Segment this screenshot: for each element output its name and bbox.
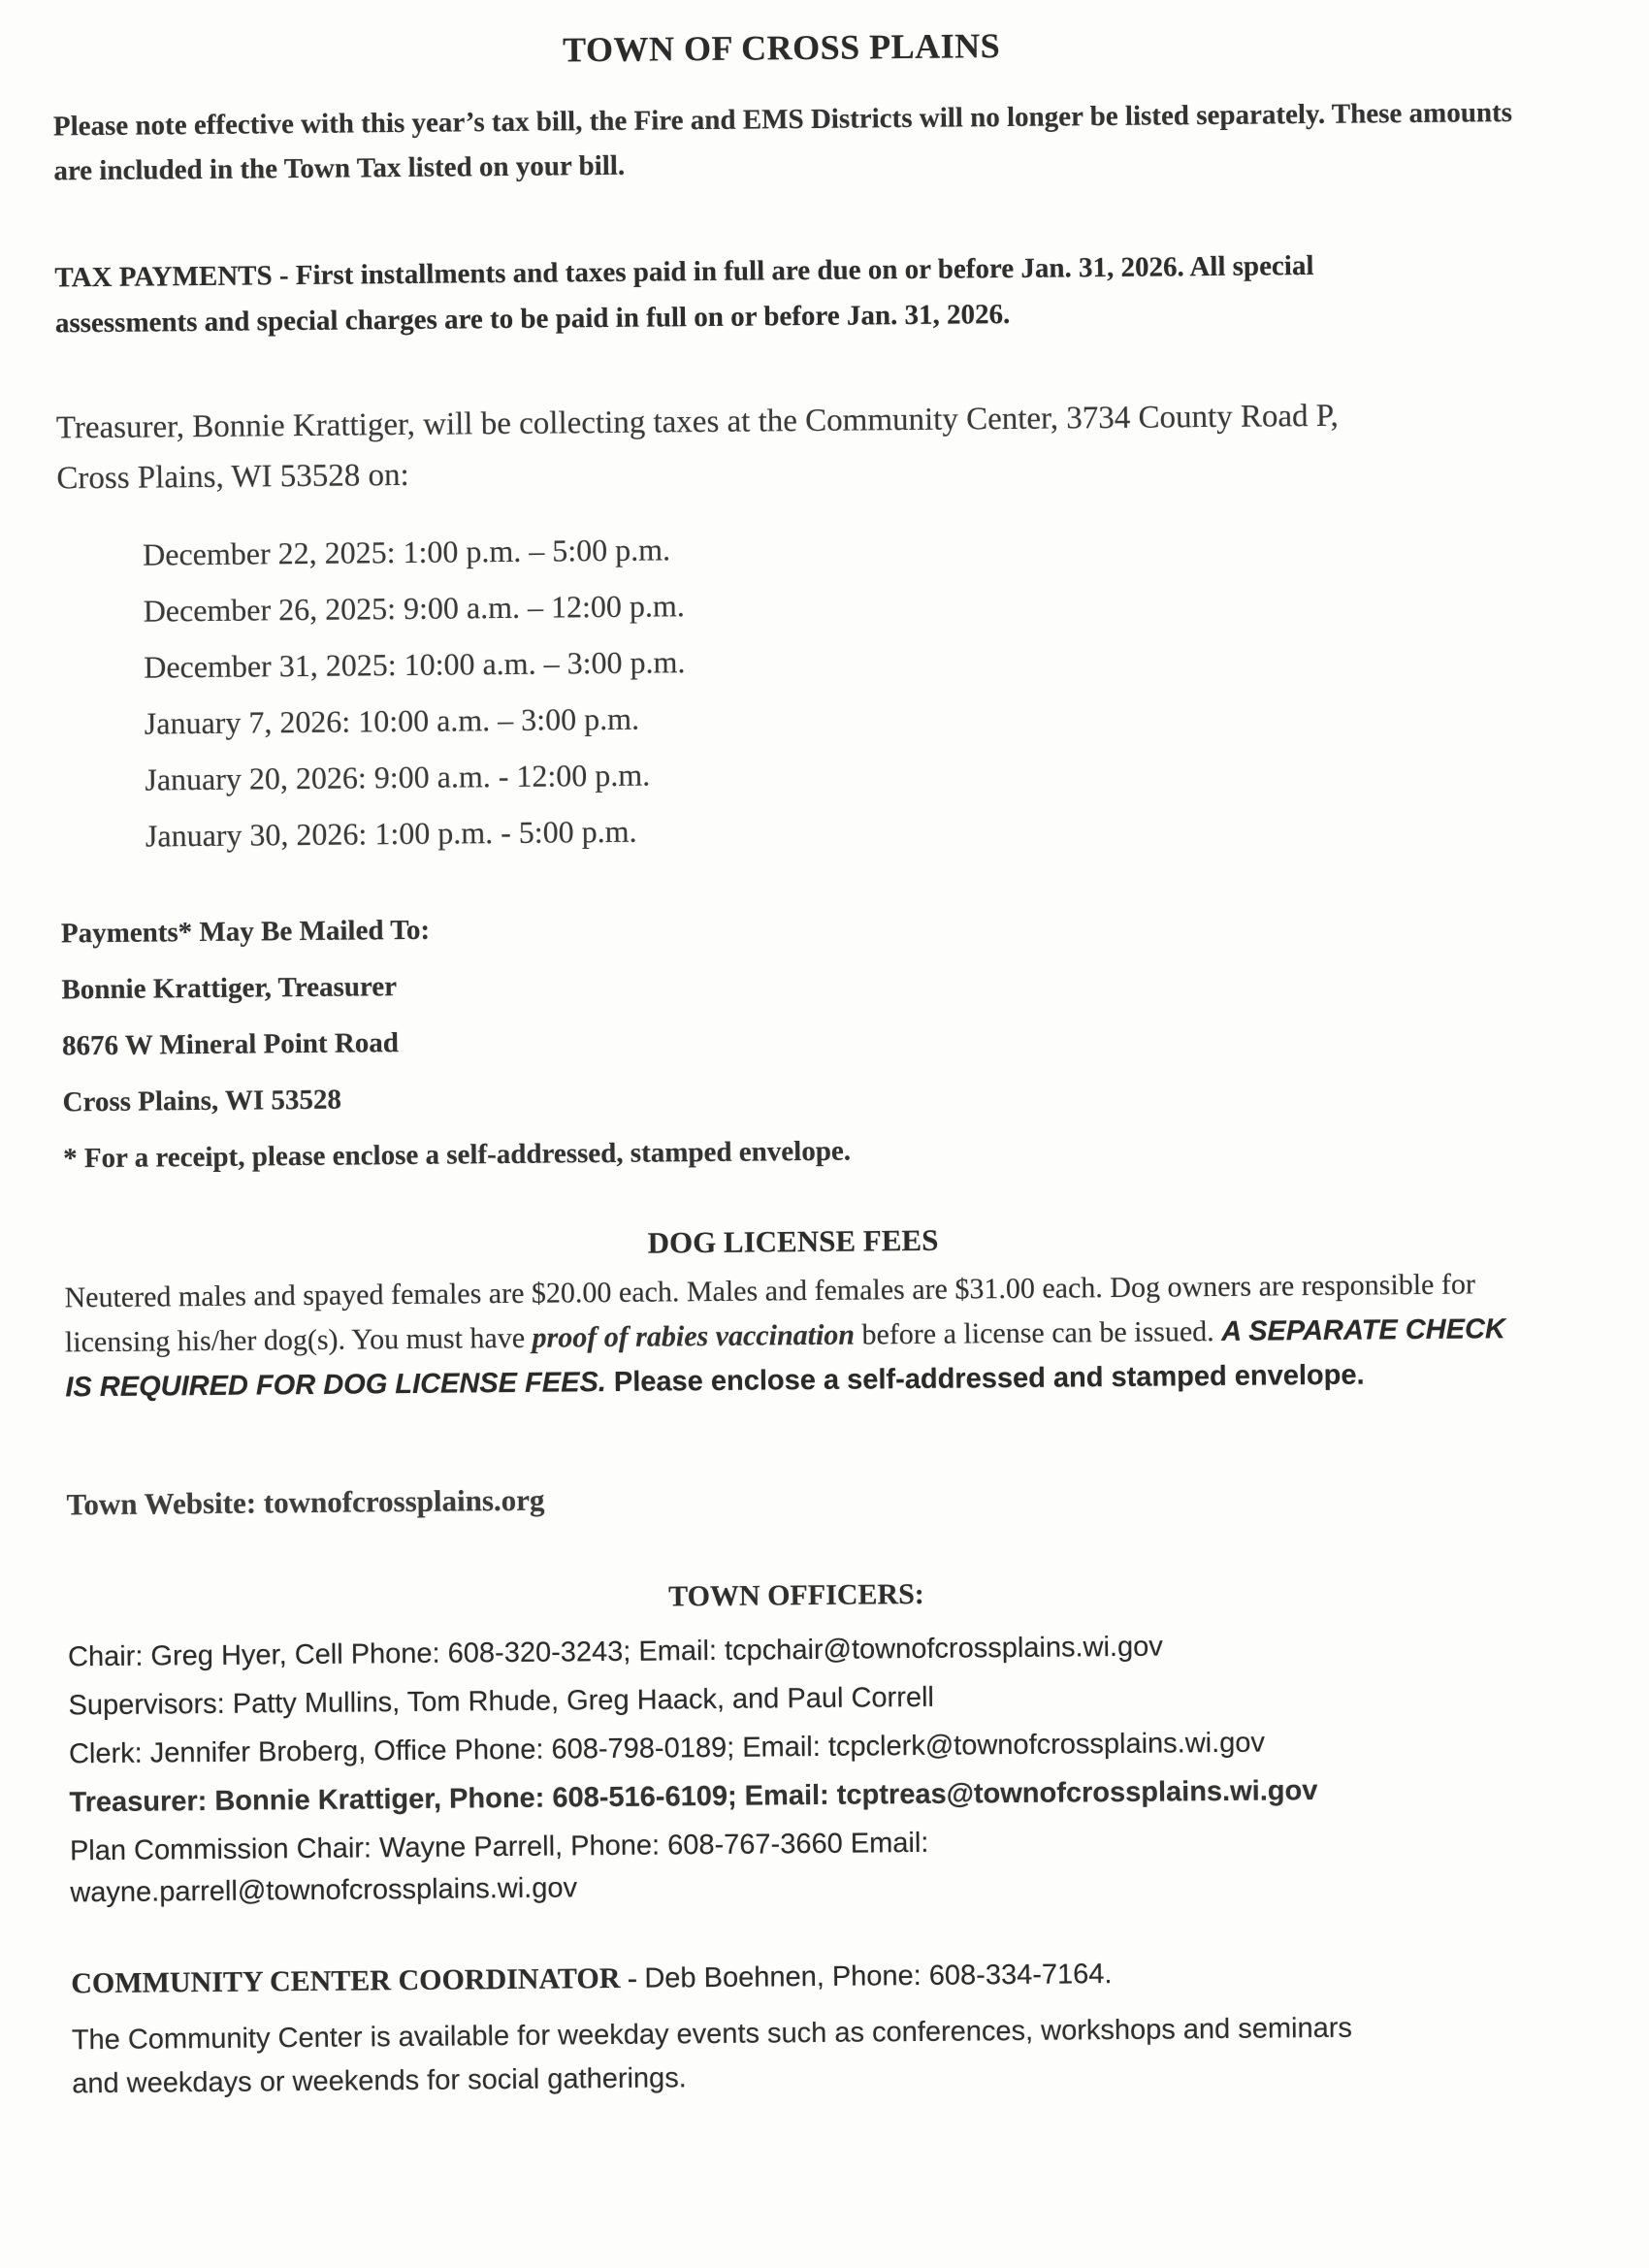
fire-ems-notice-paragraph: Please note effective with this year’s tax bill, the Fire and EMS Districts will no longer be listed separately. These amounts are included in the Town Tax listed on your bill. (52, 97, 1513, 187)
collection-date-item: December 22, 2025: 1:00 p.m. – 5:00 p.m. (142, 532, 671, 572)
officer-row-chair: Chair: Greg Hyer, Cell Phone: 608-320-3243; Email: tcpchair@townofcrossplains.wi.gov (67, 1631, 1163, 1673)
collection-dates-list (57, 513, 1557, 865)
dog-license-paragraph (64, 1262, 1520, 1409)
collection-date-item: January 30, 2026: 1:00 p.m. - 5:00 p.m. (145, 813, 637, 854)
collection-date-item: January 20, 2026: 9:00 a.m. - 12:00 p.m. (145, 757, 651, 797)
dog-license-text: Neutered males and spayed females are $20.00 each. Males and females are $31.00 each. Dog owners are responsible for licensing his/her dog(s). You must have (64, 1268, 1476, 1359)
rabies-proof-emphasis: proof of rabies vaccination (532, 1318, 856, 1354)
tax-payments-paragraph: TAX PAYMENTS - First installments and taxes paid in full are due on or before Jan. 31, 2026. All special assessments and special charges are to be paid in full on or before Jan. 31, 2026. (54, 249, 1314, 340)
mailing-address-line: 8676 W Mineral Point Road (61, 1027, 400, 1062)
town-website-line: Town Website: townofcrossplains.org (66, 1482, 545, 1522)
dog-license-text: before a license can be issued. (854, 1314, 1222, 1351)
mailing-address-line: Bonnie Krattiger, Treasurer (61, 971, 398, 1006)
mailing-address-block (61, 905, 1560, 1174)
officer-row-treasurer: Treasurer: Bonnie Krattiger, Phone: 608-516-6109; Email: tcptreas@townofcrossplains.wi.gov (69, 1775, 1318, 1819)
separate-check-emphasis: A SEPARATE CHECK IS REQUIRED FOR DOG LICENSE FEES. (65, 1313, 1506, 1404)
mailing-heading: Payments* May Be Mailed To: (60, 914, 431, 950)
receipt-note: * For a receipt, please enclose a self-addressed, stamped envelope. (62, 1135, 852, 1175)
page-title: TOWN OF CROSS PLAINS (562, 26, 1001, 70)
dog-license-heading: DOG LICENSE FEES (647, 1222, 939, 1260)
officer-row-clerk: Clerk: Jennifer Broberg, Office Phone: 608-798-0189; Email: tcpclerk@townofcrossplains.wi.gov (68, 1727, 1266, 1770)
collection-date-item: December 26, 2025: 9:00 a.m. – 12:00 p.m. (143, 588, 685, 629)
community-center-heading: COMMUNITY CENTER COORDINATOR - (71, 1961, 638, 2000)
dog-license-text: Please enclose a self-addressed and stamped envelope. (605, 1359, 1365, 1399)
town-officers-heading: TOWN OFFICERS: (668, 1577, 924, 1613)
officer-row-supervisors: Supervisors: Patty Mullins, Tom Rhude, Greg Haack, and Paul Correll (68, 1681, 935, 1722)
collection-date-item: January 7, 2026: 10:00 a.m. – 3:00 p.m. (144, 700, 640, 741)
community-center-coordinator-line (71, 1949, 1568, 2006)
collection-date-item: December 31, 2025: 10:00 a.m. – 3:00 p.m. (144, 644, 686, 685)
community-center-description: The Community Center is available for weekday events such as conferences, workshops and seminars and weekdays or weekends for social gatherings. (71, 2012, 1353, 2100)
town-officers-list (68, 1623, 1568, 1915)
officer-row-plan-commission-chair: Plan Commission Chair: Wayne Parrell, Phone: 608-767-3660 Email: wayne.parrell@townofcrossplains.wi.gov (69, 1827, 929, 1909)
tax-collection-intro: Treasurer, Bonnie Krattiger, will be collecting taxes at the Community Center, 3734 County Road P, Cross Plains, WI 53528 on: (55, 398, 1339, 497)
community-center-coordinator-name: Deb Boehnen, Phone: 608-334-7164. (644, 1959, 1113, 1994)
mailing-address-line: Cross Plains, WI 53528 (62, 1084, 342, 1118)
